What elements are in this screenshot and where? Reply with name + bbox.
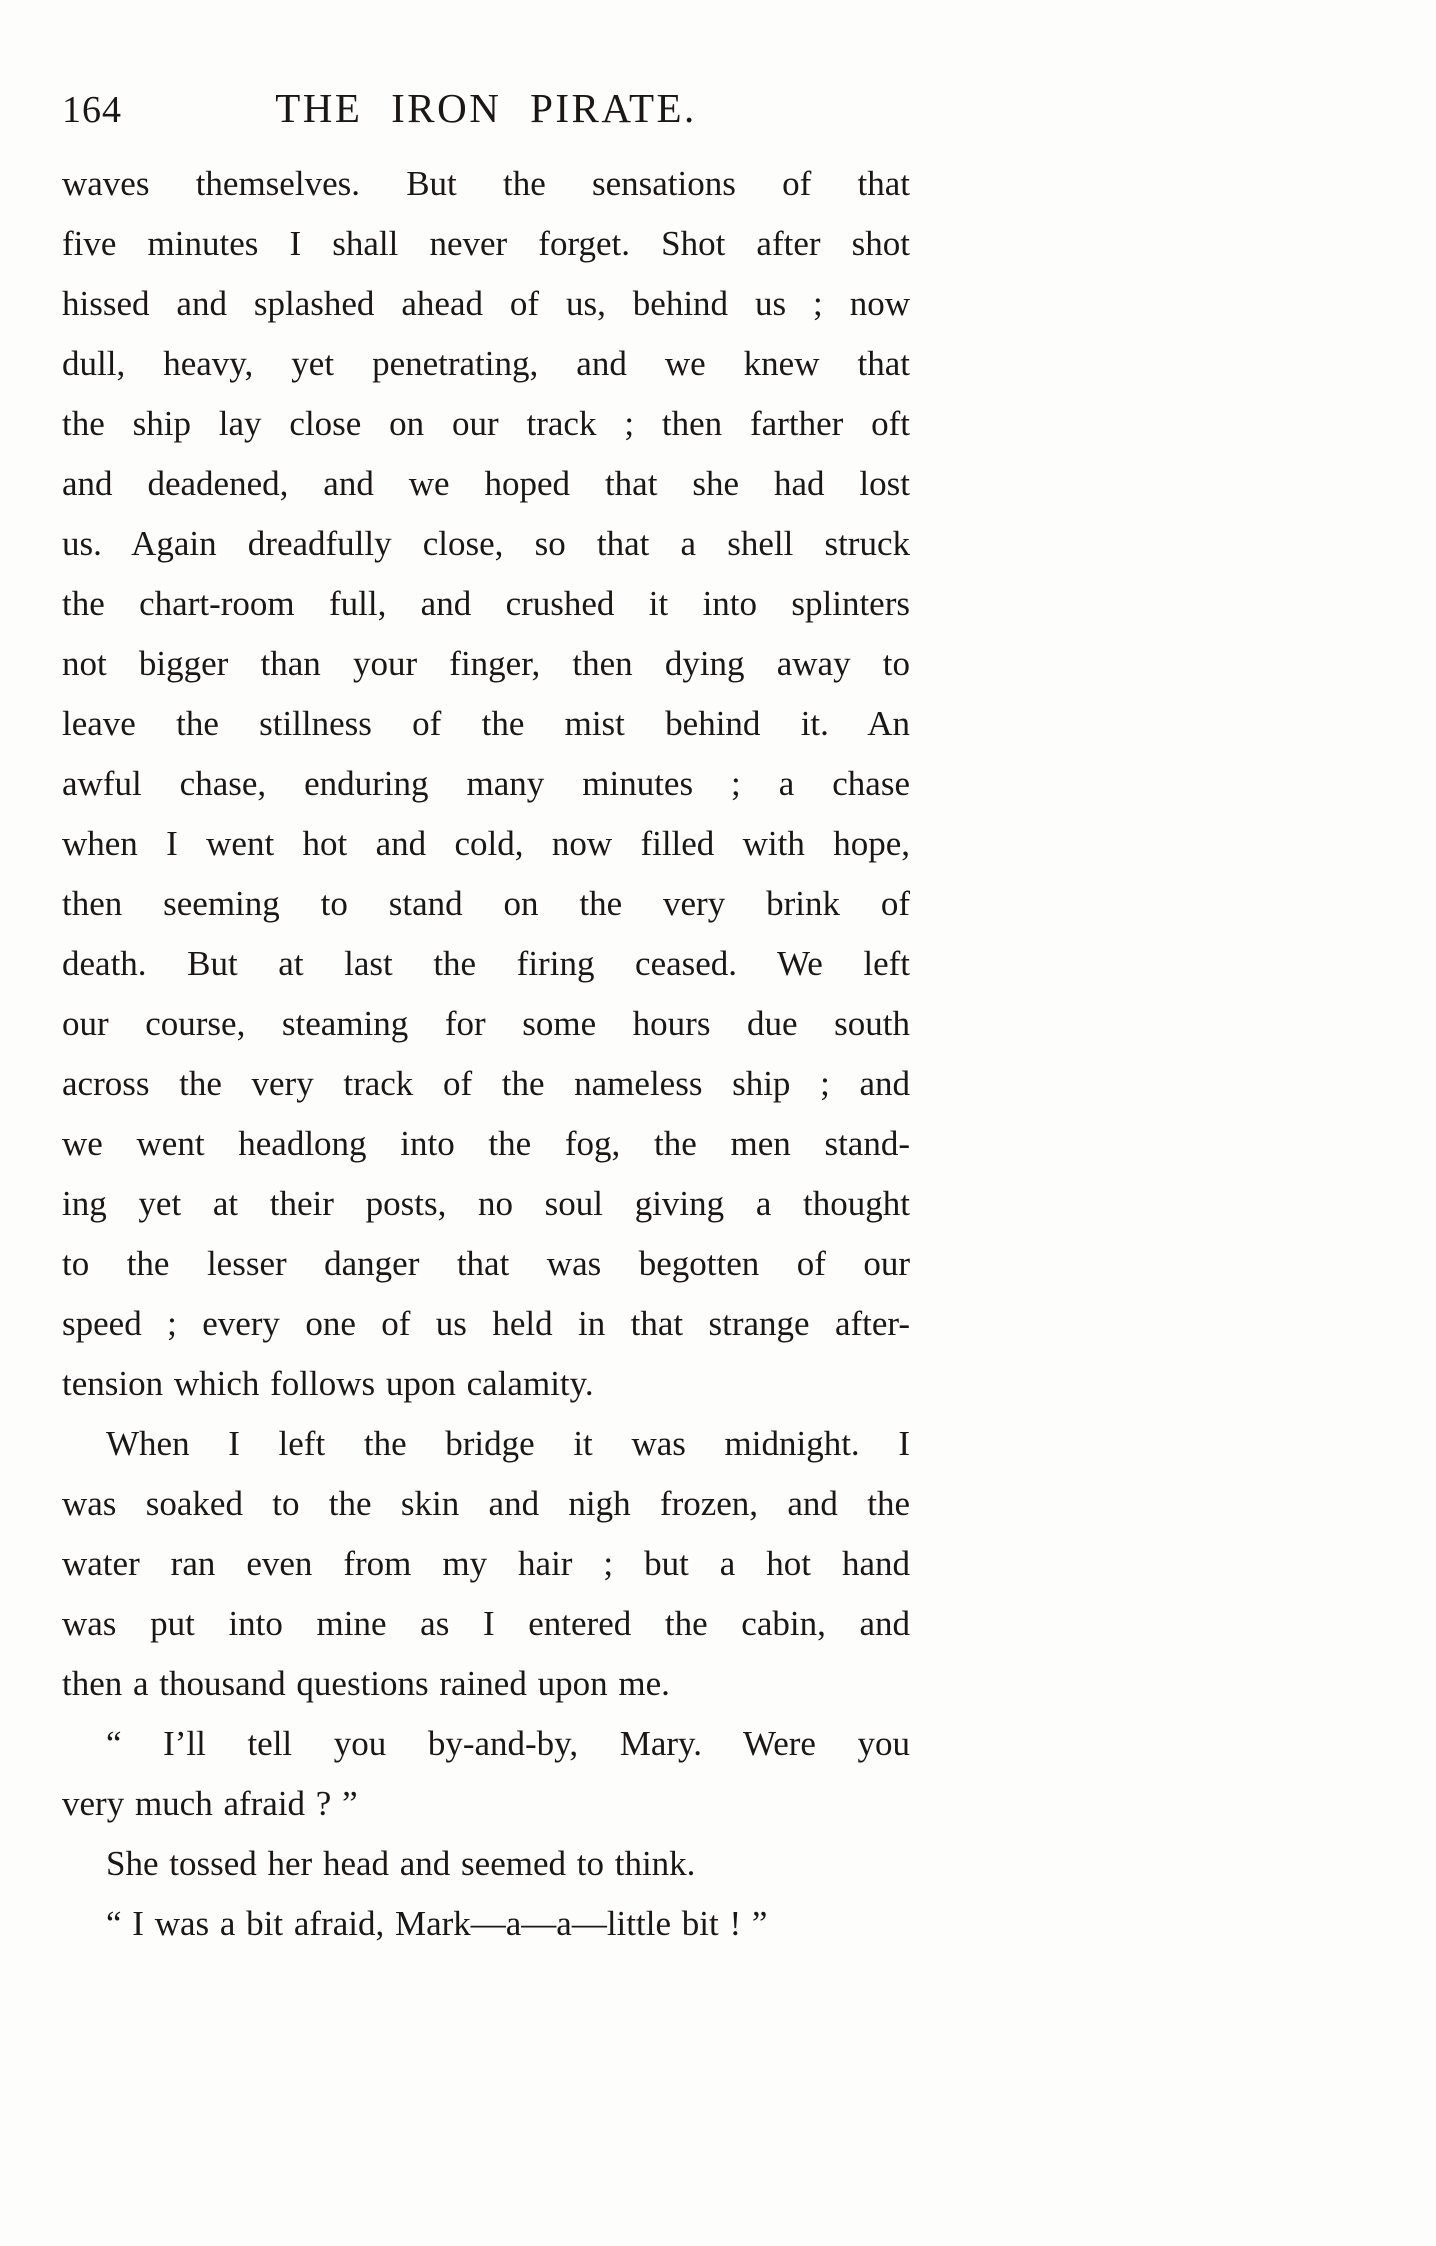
page-number: 164 — [62, 89, 122, 131]
text-line: we went headlong into the fog, the men stand- — [62, 1124, 910, 1163]
page-content — [62, 84, 910, 1954]
text-line: ing yet at their posts, no soul giving a thought — [62, 1184, 910, 1223]
text-line: water ran even from my hair ; but a hot hand — [62, 1544, 910, 1583]
text-line: then a thousand questions rained upon me. — [62, 1664, 670, 1703]
paragraph — [62, 1834, 910, 1894]
text-line: waves themselves. But the sensations of that — [62, 164, 910, 203]
page-body — [62, 154, 910, 1954]
text-line: our course, steaming for some hours due south — [62, 1004, 910, 1043]
text-line: to the lesser danger that was begotten of our — [62, 1244, 910, 1283]
text-line: and deadened, and we hoped that she had lost — [62, 464, 910, 503]
text-line: very much afraid ? ” — [62, 1784, 358, 1823]
text-line: hissed and splashed ahead of us, behind us ; now — [62, 284, 910, 323]
page-title: THE IRON PIRATE. — [275, 85, 697, 131]
page-header — [62, 84, 910, 136]
text-line: “ I’ll tell you by-and-by, Mary. Were you — [106, 1724, 910, 1763]
paragraph — [62, 1414, 910, 1714]
paragraph — [62, 1894, 910, 1954]
text-line: the chart-room full, and crushed it into splinters — [62, 584, 910, 623]
text-line: was put into mine as I entered the cabin, and — [62, 1604, 910, 1643]
text-line: us. Again dreadfully close, so that a shell struck — [62, 524, 910, 563]
text-line: leave the stillness of the mist behind it. An — [62, 704, 910, 743]
text-line: She tossed her head and seemed to think. — [106, 1844, 696, 1883]
text-line: when I went hot and cold, now filled with hope, — [62, 824, 910, 863]
text-line: the ship lay close on our track ; then farther oft — [62, 404, 910, 443]
text-line: five minutes I shall never forget. Shot after shot — [62, 224, 910, 263]
text-line: speed ; every one of us held in that strange after- — [62, 1304, 910, 1343]
text-line: “ I was a bit afraid, Mark—a—a—little bit ! ” — [106, 1904, 768, 1943]
text-line: was soaked to the skin and nigh frozen, and the — [62, 1484, 910, 1523]
text-line: then seeming to stand on the very brink of — [62, 884, 910, 923]
text-line: not bigger than your finger, then dying away to — [62, 644, 910, 683]
paragraph — [62, 154, 910, 1414]
text-line: When I left the bridge it was midnight. I — [106, 1424, 910, 1463]
paragraph — [62, 1714, 910, 1834]
text-line: death. But at last the firing ceased. We left — [62, 944, 910, 983]
text-line: tension which follows upon calamity. — [62, 1364, 594, 1403]
text-line: dull, heavy, yet penetrating, and we knew that — [62, 344, 910, 383]
text-line: across the very track of the nameless ship ; and — [62, 1064, 910, 1103]
text-line: awful chase, enduring many minutes ; a chase — [62, 764, 910, 803]
